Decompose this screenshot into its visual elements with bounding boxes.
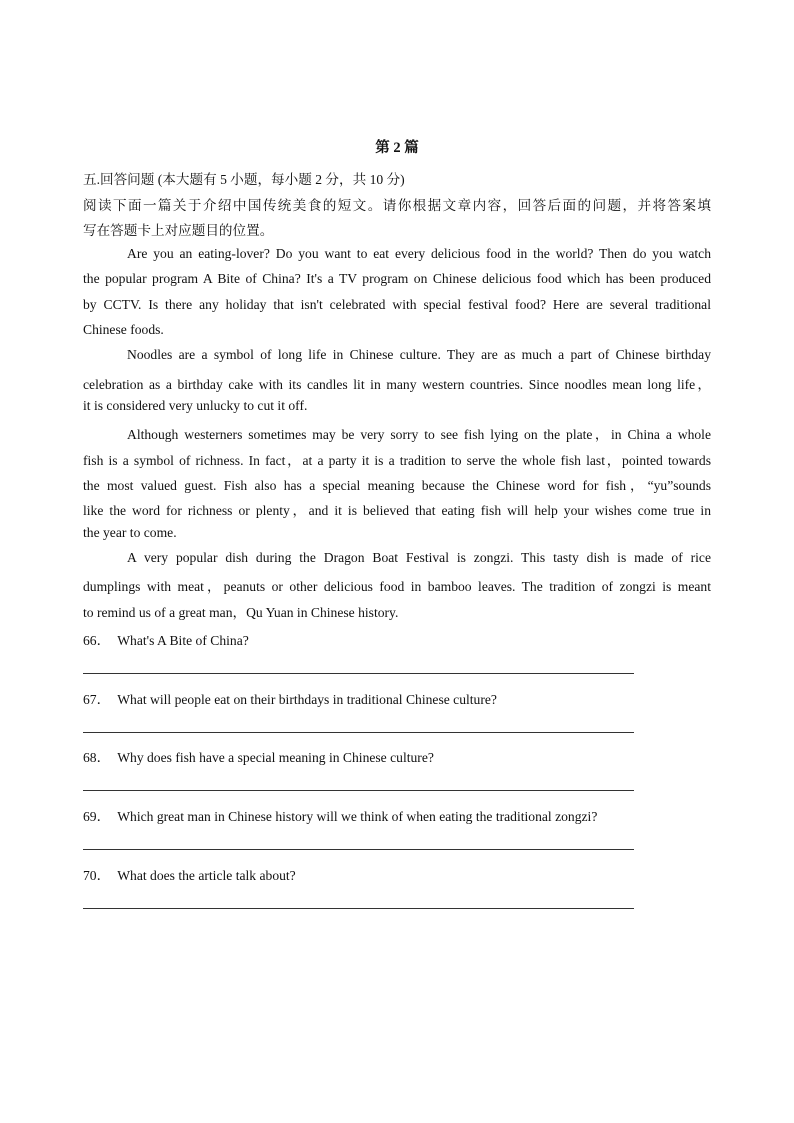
answer-line-67[interactable] — [83, 732, 634, 733]
passage-line: to remind us of a great man，Qu Yuan in Chinese history. — [83, 605, 399, 620]
question-text: Which great man in Chinese history will we think of when eating the traditional zongzi? — [117, 809, 598, 824]
question-number: 68． — [83, 750, 111, 765]
answer-line-70[interactable] — [83, 908, 634, 909]
passage-line: the year to come. — [83, 525, 177, 540]
passage-line: the most valued guest. Fish also has a special meaning because the Chinese word for fish，“yu”sounds — [83, 478, 711, 493]
question-text: Why does fish have a special meaning in Chinese culture? — [117, 750, 434, 765]
passage-line: the popular program A Bite of China? It's a TV program on Chinese delicious food which has been produced — [83, 271, 711, 286]
answer-line-68[interactable] — [83, 790, 634, 791]
question-68 — [83, 746, 434, 766]
passage-line: Are you an eating-lover? Do you want to eat every delicious food in the world? Then do you watch — [127, 246, 711, 261]
question-text: What does the article talk about? — [117, 868, 296, 883]
passage-line: A very popular dish during the Dragon Boat Festival is zongzi. This tasty dish is made of rice — [127, 550, 711, 565]
instruction-line: 阅读下面一篇关于介绍中国传统美食的短文。请你根据文章内容，回答后面的问题，并将答案填 — [83, 198, 711, 213]
section-title: 第 2 篇 — [375, 140, 419, 156]
passage-line: celebration as a birthday cake with its candles lit in many western countries. Since noodles mean long life， — [83, 377, 711, 392]
passage-line: Chinese foods. — [83, 322, 164, 337]
question-text: What will people eat on their birthdays in traditional Chinese culture? — [117, 692, 497, 707]
answer-line-69[interactable] — [83, 849, 634, 850]
passage-line: dumplings with meat，peanuts or other delicious food in bamboo leaves. The tradition of zongzi is meant — [83, 579, 711, 594]
instruction-line: 写在答题卡上对应题目的位置。 — [83, 223, 274, 238]
passage-line: Noodles are a symbol of long life in Chinese culture. They are as much a part of Chinese birthday — [127, 347, 711, 362]
passage-line: like the word for richness or plenty，and it is believed that eating fish will help your wishes come true in — [83, 503, 711, 518]
instruction-heading: 五.回答问题 (本大题有 5 小题，每小题 2 分，共 10 分) — [83, 172, 405, 187]
question-70 — [83, 864, 296, 884]
passage-line: by CCTV. Is there any holiday that isn't celebrated with special festival food? Here are several traditional — [83, 297, 711, 312]
passage-line: fish is a symbol of richness. In fact，at a party it is a tradition to serve the whole fish last，pointed towards — [83, 453, 711, 468]
question-number: 66． — [83, 633, 111, 648]
question-67 — [83, 688, 497, 708]
answer-line-66[interactable] — [83, 673, 634, 674]
question-69 — [83, 805, 597, 825]
question-number: 69． — [83, 809, 111, 824]
question-number: 67． — [83, 692, 111, 707]
question-66 — [83, 629, 249, 649]
question-text: What's A Bite of China? — [117, 633, 249, 648]
passage-line: Although westerners sometimes may be very sorry to see fish lying on the plate，in China a whole — [127, 427, 711, 442]
question-number: 70． — [83, 868, 111, 883]
passage-line: it is considered very unlucky to cut it off. — [83, 398, 308, 413]
